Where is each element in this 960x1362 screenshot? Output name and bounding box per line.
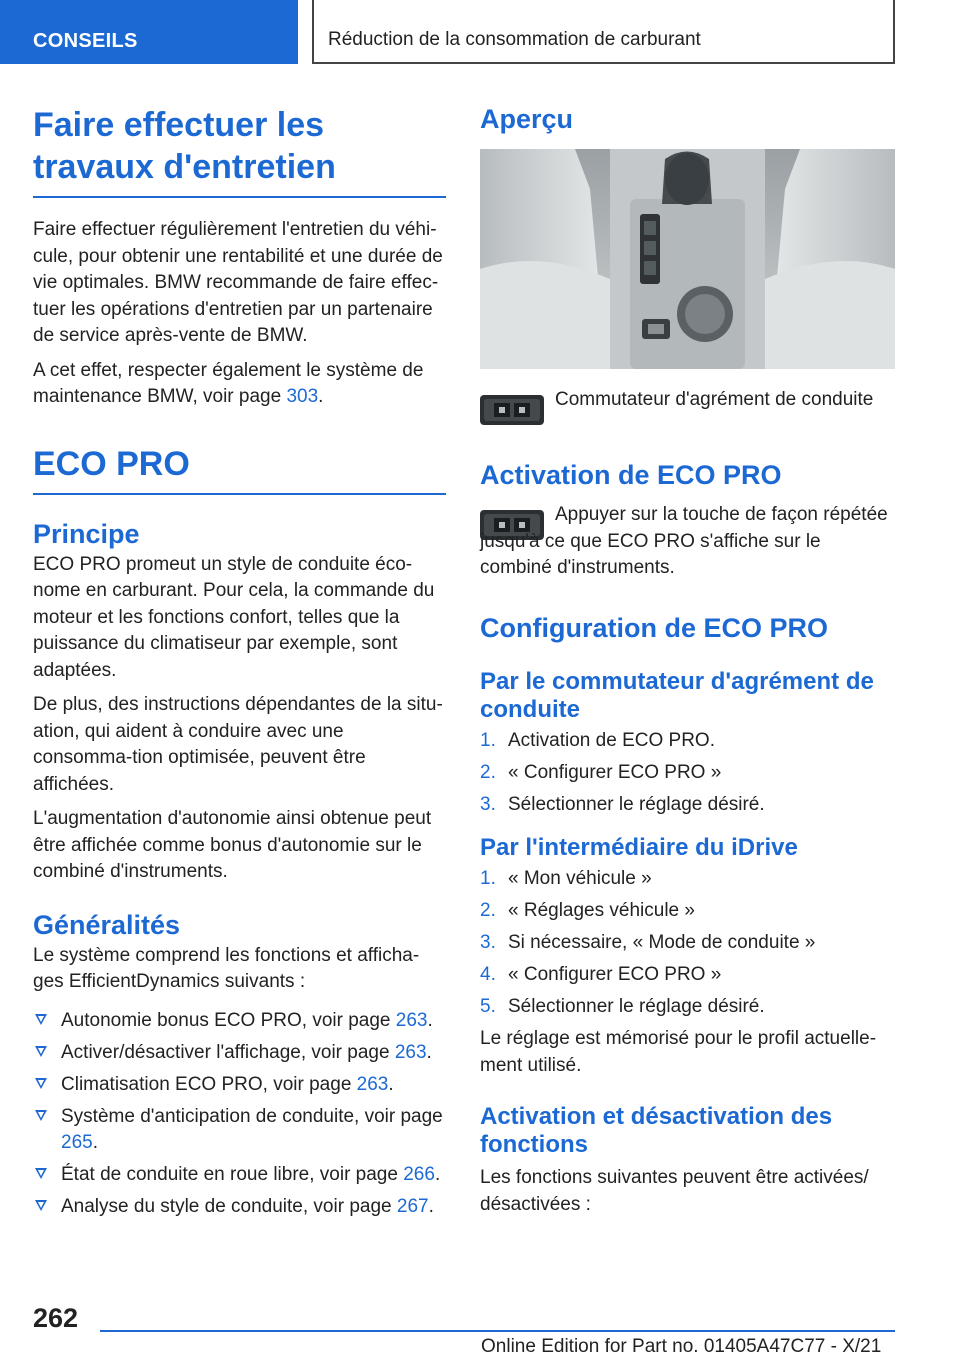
paragraph-principe-3: L'augmentation d'autonomie ainsi obtenue peut être affichée comme bonus d'autonomie sur le combiné d'instruments.	[33, 808, 432, 882]
page-link[interactable]: 266	[403, 1163, 435, 1185]
triangle-bullet-icon	[35, 1200, 47, 1211]
triangle-bullet-icon	[35, 1168, 47, 1179]
page-number: 262	[33, 1303, 79, 1333]
triangle-bullet-icon	[35, 1046, 47, 1057]
list-item: 5. Sélectionner le réglage désiré.	[480, 996, 765, 1017]
triangle-bullet-icon	[35, 1078, 47, 1089]
page-link[interactable]: 267	[396, 1195, 429, 1217]
triangle-bullet-icon	[35, 1110, 47, 1121]
footer-rule	[100, 1330, 895, 1332]
right-column	[480, 668, 895, 1218]
list-item: Système d'anticipation de conduite, voir page 265.	[33, 1104, 446, 1156]
heading-configuration: Configuration de ECO PRO	[480, 613, 828, 643]
paragraph-generalites: Le système comprend les fonctions et afficha-ges EfficientDynamics suivants :	[33, 944, 420, 992]
paragraph-principe-1: ECO PRO promeut un style de conduite éco-nome en carburant. Pour cela, la commande du moteur et les fonctions confort, telles que la puissance du climatiseur par exemple, sont adaptées.	[33, 553, 435, 681]
list-item: 1. « Mon véhicule »	[480, 868, 652, 889]
left-column	[33, 104, 446, 1226]
list-item: 3. Sélectionner le réglage désiré.	[480, 794, 765, 815]
list-item: 4. « Configurer ECO PRO »	[480, 964, 722, 985]
functions-list	[33, 1008, 446, 1220]
heading-rule	[33, 493, 446, 495]
list-item: 2. « Configurer ECO PRO »	[480, 762, 722, 783]
list-item: Activer/désactiver l'affichage, voir page 263.	[33, 1040, 446, 1066]
heading-par-idrive: Par l'intermédiaire du iDrive	[480, 834, 798, 861]
heading-ecopro: ECO PRO	[33, 444, 190, 483]
steps-commutateur	[480, 728, 895, 818]
heading-activation: Activation de ECO PRO	[480, 460, 782, 490]
paragraph-activation: Appuyer sur la touche de façon répétée jusqu'à ce que ECO PRO s'affiche sur le combiné d'instruments.	[480, 504, 888, 578]
page-link[interactable]: 263	[395, 1009, 428, 1031]
list-item: État de conduite en roue libre, voir page 266.	[33, 1162, 446, 1188]
heading-entretien: Faire effectuer les travaux d'entretien	[33, 106, 336, 186]
section-tab: CONSEILS	[0, 0, 298, 64]
list-item: 3. Si nécessaire, « Mode de conduite »	[480, 932, 816, 953]
image-caption: Commutateur d'agrément de conduite	[555, 389, 874, 410]
list-item: 2. « Réglages véhicule »	[480, 900, 695, 921]
paragraph-principe-2: De plus, des instructions dépendantes de la situ-ation, qui aident à conduire avec une consomma-tion optimisée, peuvent être affichées.	[33, 694, 443, 795]
list-item: Climatisation ECO PRO, voir page 263.	[33, 1072, 446, 1098]
paragraph-entretien-2: A cet effet, respecter également le système de maintenance BMW, voir page 303.	[33, 359, 424, 407]
paragraph-memorise: Le réglage est mémorisé pour le profil actuelle-ment utilisé.	[480, 1028, 877, 1076]
steps-idrive	[480, 866, 895, 1020]
list-item: Analyse du style de conduite, voir page 267.	[33, 1194, 446, 1220]
heading-activation-desactivation: Activation et désactivation des fonctions	[480, 1103, 833, 1158]
paragraph-fonctions: Les fonctions suivantes peuvent être activées/ désactivées :	[480, 1167, 869, 1215]
center-console-photo	[480, 149, 895, 369]
paragraph-entretien-1: Faire effectuer régulièrement l'entretien du véhi-cule, pour obtenir une rentabilité et une durée de vie optimales. BMW recommande de faire effec-tuer les opérations d'entretien par un partenaire de service après-vente de BMW.	[33, 219, 443, 346]
list-item: 1. Activation de ECO PRO.	[480, 730, 715, 751]
heading-generalites: Généralités	[33, 909, 181, 940]
page-link[interactable]: 263	[394, 1041, 427, 1063]
driving-mode-switch-icon	[480, 395, 544, 425]
page-link[interactable]: 265	[61, 1131, 93, 1153]
page-link[interactable]: 263	[356, 1073, 389, 1095]
heading-principe: Principe	[33, 518, 140, 549]
chapter-title: Réduction de la consommation de carburant	[312, 0, 895, 64]
heading-apercu: Aperçu	[480, 104, 574, 134]
triangle-bullet-icon	[35, 1014, 47, 1025]
list-item: Autonomie bonus ECO PRO, voir page 263.	[33, 1008, 446, 1034]
heading-rule	[33, 196, 446, 198]
footer-edition: Online Edition for Part no. 01405A47C77 - X/21	[481, 1336, 882, 1357]
heading-par-commutateur: Par le commutateur d'agrément de conduite	[480, 668, 874, 723]
page-link[interactable]: 303	[286, 386, 319, 407]
